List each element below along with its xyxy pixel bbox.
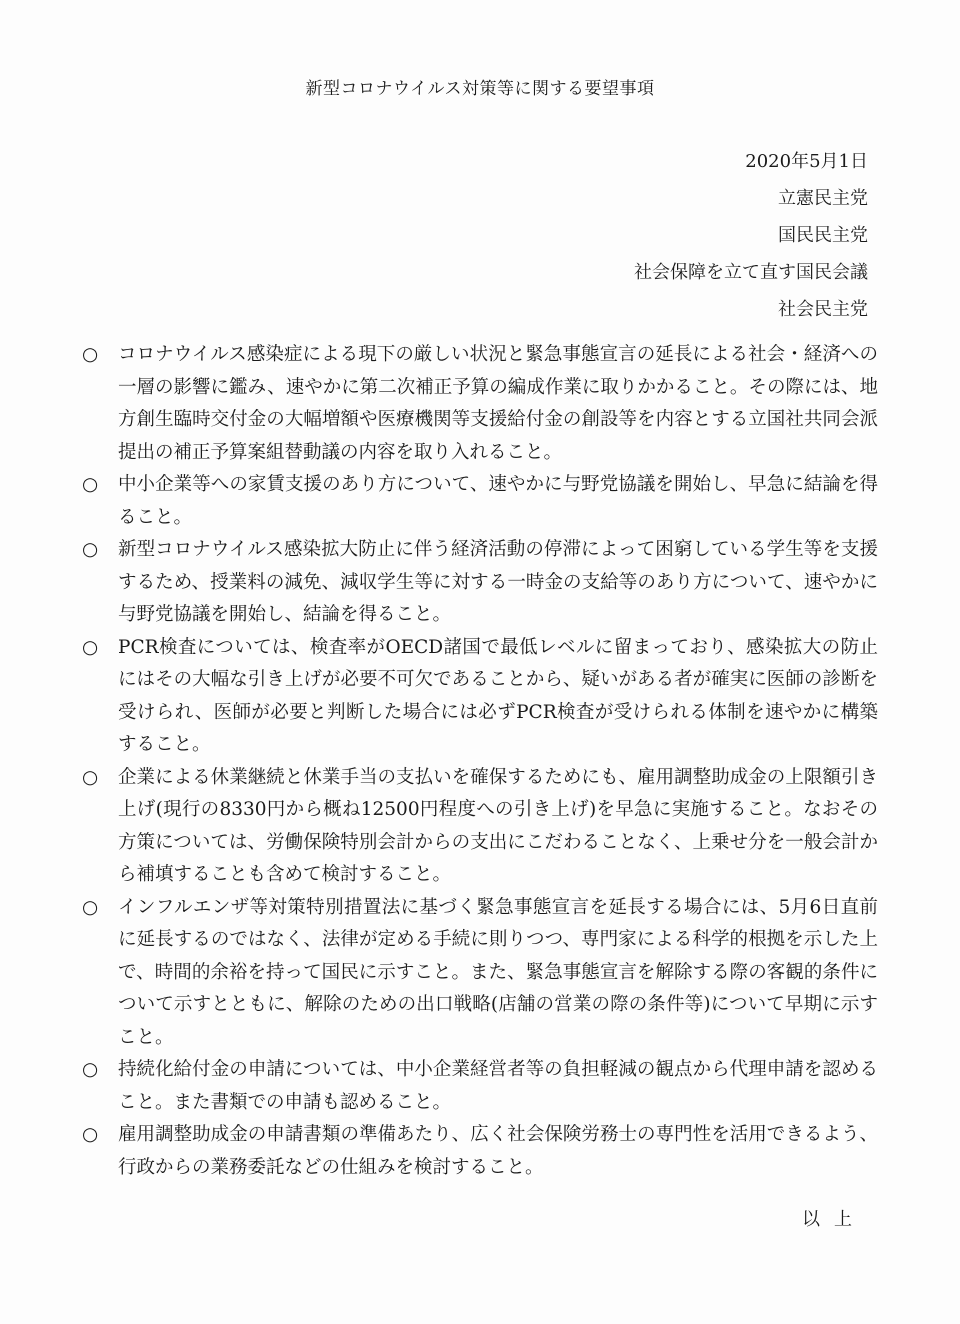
request-text: 中小企業等への家賃支援のあり方について、速やかに与野党協議を開始し、早急に結論を得ること。 xyxy=(118,474,878,528)
document-date: 2020年5月1日 xyxy=(745,151,868,172)
bullet-circle: ○ xyxy=(82,1124,99,1145)
request-text: 持続化給付金の申請については、中小企業経営者等の負担軽減の観点から代理申請を認めること。また書類での申請も認めること。 xyxy=(118,1059,878,1113)
request-item xyxy=(82,534,878,632)
sender-party-4: 社会民主党 xyxy=(778,299,868,320)
bullet-circle: ○ xyxy=(82,539,99,560)
request-text: 新型コロナウイルス感染拡大防止に伴う経済活動の停滞によって困窮している学生等を支援するため、授業料の減免、減収学生等に対する一時金の支給等のあり方について、速やかに与野党協議を開始し、結論を得ること。 xyxy=(118,539,878,625)
request-text: インフルエンザ等対策特別措置法に基づく緊急事態宣言を延長する場合には、5月6日直前に延長するのではなく、法律が定める手続に則りつつ、専門家による科学的根拠を示した上で、時間的余裕を持って国民に示すこと。また、緊急事態宣言を解除する際の客観的条件について示すとともに、解除のための出口戦略(店舗の営業の際の条件等)について早期に示すこと。 xyxy=(118,896,878,1048)
request-text: PCR検査については、検査率がOECD諸国で最低レベルに留まっており、感染拡大の防止にはその大幅な引き上げが必要不可欠であることから、疑いがある者が確実に医師の診断を受けられ、医師が必要と判断した場合には必ずPCR検査が受けられる体制を速やかに構築すること。 xyxy=(118,636,878,755)
sender-party-2: 国民民主党 xyxy=(778,225,868,246)
bullet-circle: ○ xyxy=(82,636,99,658)
sender-party-1: 立憲民主党 xyxy=(778,188,868,209)
request-list xyxy=(82,339,878,1184)
request-item xyxy=(82,632,878,762)
sender-party-3: 社会保障を立て直す国民会議 xyxy=(634,262,868,283)
bullet-circle: ○ xyxy=(82,896,99,918)
request-text: コロナウイルス感染症による現下の厳しい状況と緊急事態宣言の延長による社会・経済への一層の影響に鑑み、速やかに第二次補正予算の編成作業に取りかかること。その際には、地方創生臨時交付金の大幅増額や医療機関等支援給付金の創設等を内容とする立国社共同会派提出の補正予算案組替動議の内容を取り入れること。 xyxy=(118,344,878,463)
bullet-circle: ○ xyxy=(82,766,99,788)
request-item xyxy=(82,339,878,469)
request-text: 雇用調整助成金の申請書類の準備あたり、広く社会保険労務士の専門性を活用できるよう、行政からの業務委託などの仕組みを検討すること。 xyxy=(118,1124,878,1178)
bullet-circle: ○ xyxy=(82,344,99,365)
request-item xyxy=(82,1119,878,1184)
closing-mark: 以上 xyxy=(802,1209,866,1230)
bullet-circle: ○ xyxy=(82,1059,99,1080)
sender-block xyxy=(634,143,868,328)
request-item xyxy=(82,892,878,1055)
bullet-circle: ○ xyxy=(82,474,99,495)
request-item xyxy=(82,469,878,534)
document-title: 新型コロナウイルス対策等に関する要望事項 xyxy=(305,79,655,99)
request-item xyxy=(82,762,878,892)
request-item xyxy=(82,1054,878,1119)
request-text: 企業による休業継続と休業手当の支払いを確保するためにも、雇用調整助成金の上限額引き上げ(現行の8330円から概ね12500円程度への引き上げ)を早急に実施すること。なおその方策については、労働保険特別会計からの支出にこだわることなく、上乗せ分を一般会計から補填することも含めて検討すること。 xyxy=(118,766,878,885)
